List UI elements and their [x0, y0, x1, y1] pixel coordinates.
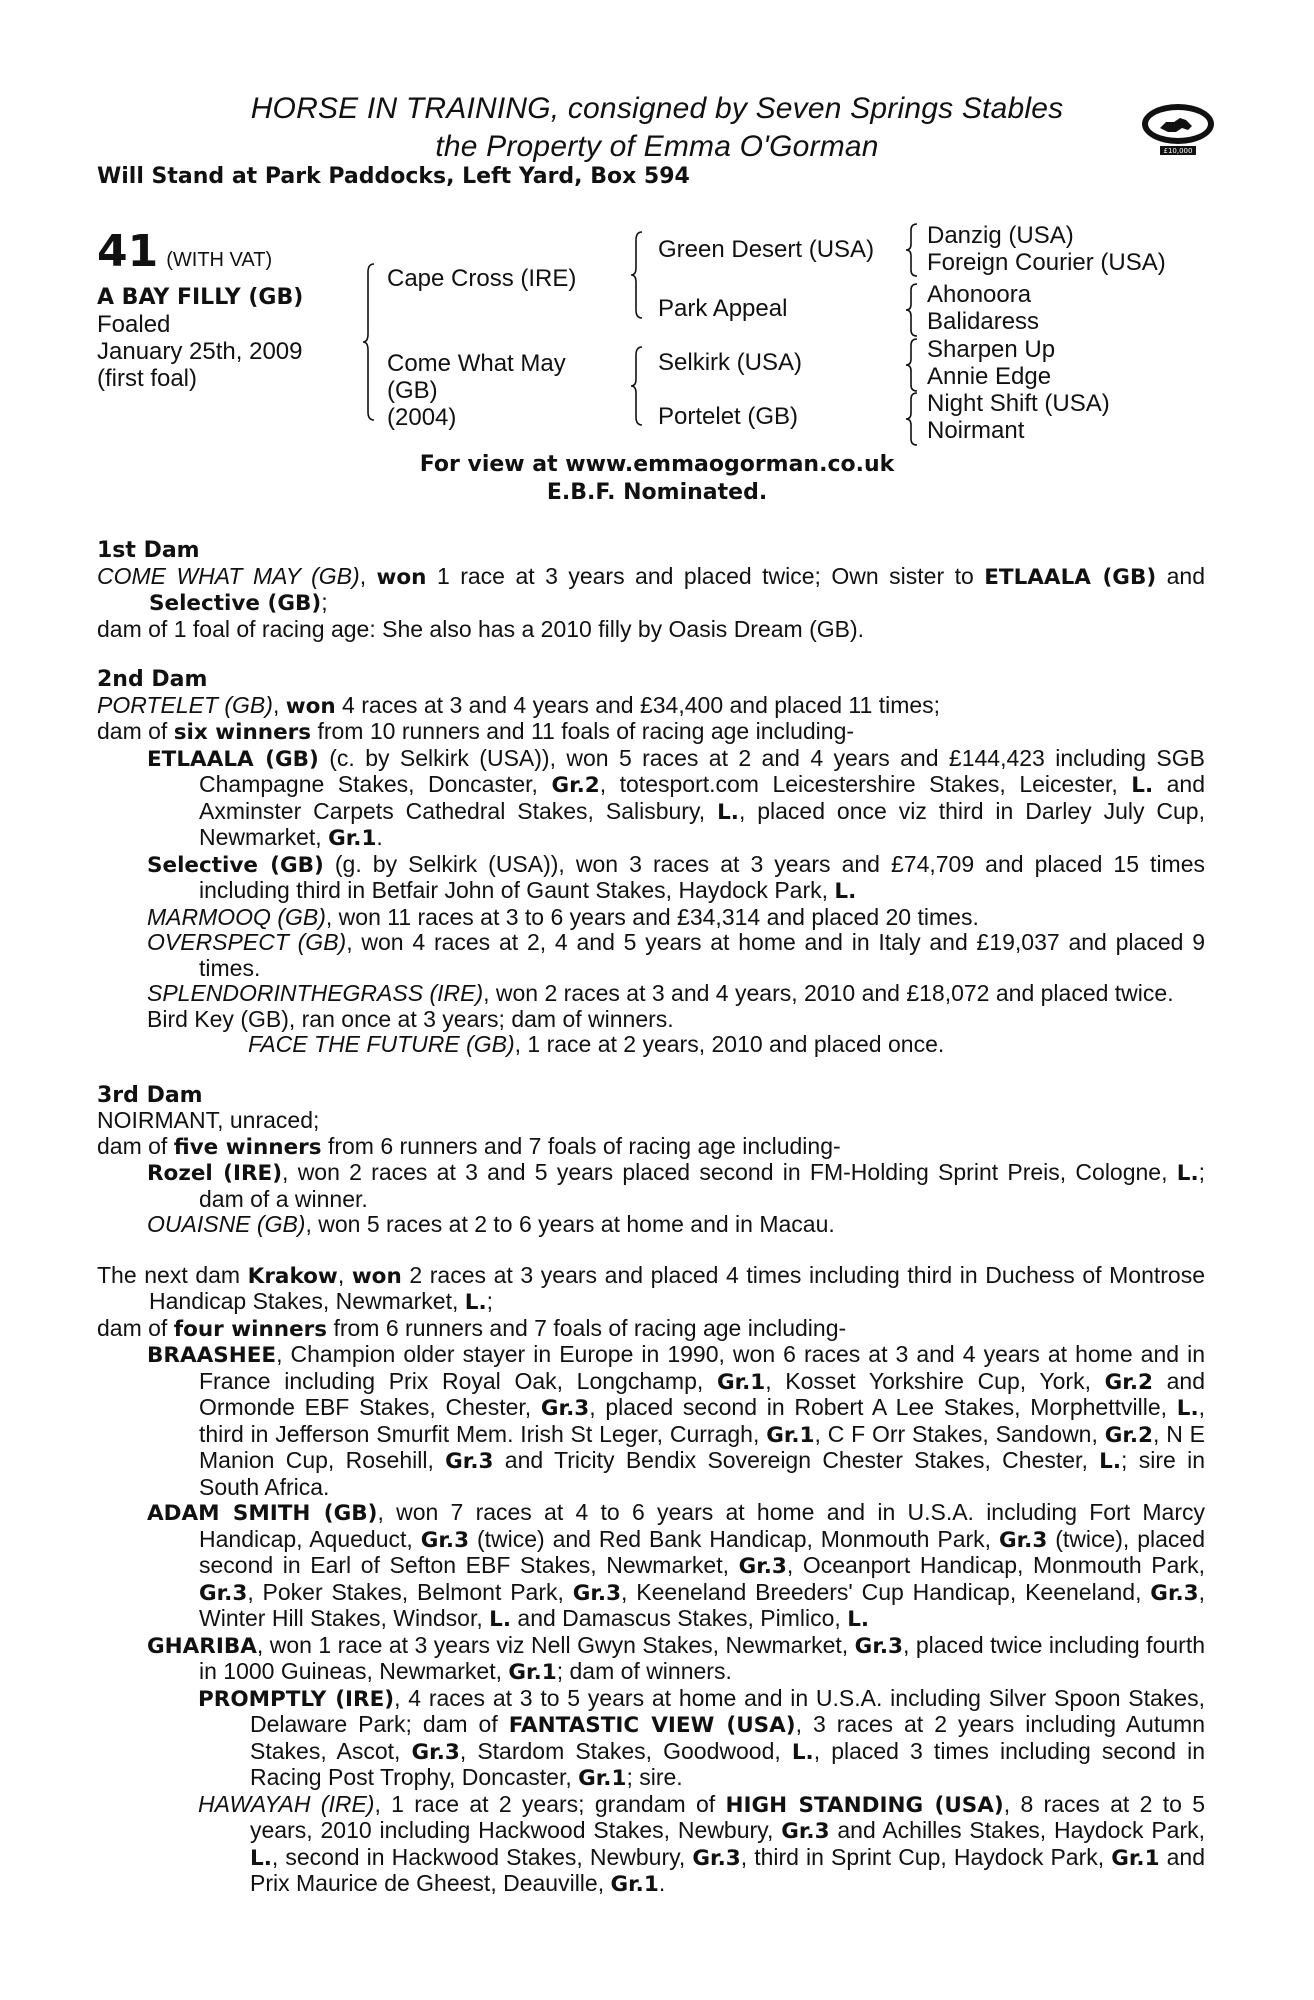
dam2-progeny-selective: Selective (GB) (g. by Selkirk (USA)), won 3 races at 3 years and £74,709 and placed 15 times including third in Betfair John of Gaunt Stakes, Haydock Park, L. [147, 850, 1205, 904]
dam-sire: Selkirk (USA) [658, 349, 803, 376]
gg-sire-1: Danzig (USA) [927, 222, 1074, 249]
page-title-line-1: HORSE IN TRAINING, consigned by Seven Springs Stables [250, 92, 1064, 125]
dam2-progeny-marmooq: MARMOOQ (GB), won 11 races at 3 to 6 years and £34,314 and placed 20 times. [147, 903, 979, 930]
dam3-produce: dam of five winners from 6 runners and 7 foals of racing age including- [97, 1132, 841, 1160]
next-dam-progeny-adam-smith: ADAM SMITH (GB), won 7 races at 4 to 6 years at home and in U.S.A. including Fort Marcy Handicap, Aqueduct, Gr.3 (twice) and Red Bank Handicap, Monmouth Park, Gr.3 (twice), placed second in Earl of Sefton EBF Stakes, Newmarket, Gr.3, Oceanport Handicap, Monmouth Park, Gr.3, Poker Stakes, Belmont Park, Gr.3, Keeneland Breeders' Cup Handicap, Keeneland, Gr.3, Winter Hill Stakes, Windsor, L. and Damascus Stakes, Pimlico, L. [147, 1499, 1205, 1632]
stand-location: Will Stand at Park Paddocks, Left Yard, Box 594 [97, 164, 690, 189]
pedigree-brace-gg1 [905, 222, 919, 278]
svg-text:£10,000: £10,000 [1163, 147, 1193, 155]
bonus-scheme-logo [1140, 100, 1216, 156]
dam2-progeny-splendorinthegrass: SPLENDORINTHEGRASS (IRE), won 2 races at 3 and 4 years, 2010 and £18,072 and placed twice. [147, 980, 1174, 1006]
lot-name: A BAY FILLY (GB) [97, 285, 304, 310]
next-dam-progeny-braashee: BRAASHEE, Champion older stayer in Europe in 1990, won 6 races at 3 and 4 years at home and in France including Prix Royal Oak, Longchamp, Gr.1, Kosset Yorkshire Cup, York, Gr.2 and Ormonde EBF Stakes, Chester, Gr.3, placed second in Robert A Lee Stakes, Morphettville, L., third in Jefferson Smurfit Mem. Irish St Leger, Curragh, Gr.1, C F Orr Stakes, Sandown, Gr.2, N E Manion Cup, Rosehill, Gr.3 and Tricity Bendix Sovereign Chester Stakes, Chester, L.; sire in South Africa. [147, 1341, 1206, 1500]
dam-dam: Portelet (GB) [658, 403, 799, 430]
gg-dam-1: Foreign Courier (USA) [927, 249, 1166, 276]
lot-block [97, 226, 272, 277]
dam-name-line-1: Come What May [387, 350, 566, 377]
dam3-entry: NOIRMANT, unraced; [97, 1107, 320, 1133]
sire-dam: Park Appeal [658, 295, 788, 322]
dam-year: (2004) [387, 404, 457, 431]
dam-name-line-2: (GB) [387, 377, 438, 404]
next-dam-entry: The next dam Krakow, won 2 races at 3 years and placed 4 times including third in Duchess of Montrose Handicap Stakes, Newmarket, L.; [97, 1261, 1205, 1315]
dam1-entry: COME WHAT MAY (GB), won 1 race at 3 years and placed twice; Own sister to ETLAALA (GB) and Selective (GB); [97, 562, 1205, 616]
dam3-progeny-rozel: Rozel (IRE), won 2 races at 3 and 5 years placed second in FM-Holding Sprint Preis, Cologne, L.; dam of a winner. [147, 1159, 1206, 1212]
dam2-grandprogeny-face-the-future: FACE THE FUTURE (GB), 1 race at 2 years, 2010 and placed once. [248, 1031, 945, 1057]
pedigree-brace-gg3 [905, 337, 919, 393]
dam3-heading: 3rd Dam [97, 1082, 203, 1108]
pedigree-brace-gg4 [905, 391, 919, 447]
catalogue-body [97, 538, 1205, 1898]
dam1-produce: dam of 1 foal of racing age: She also has a 2010 filly by Oasis Dream (GB). [97, 615, 865, 642]
view-website-note: For view at www.emmaogorman.co.uk [419, 452, 895, 477]
gg-dam-2: Balidaress [927, 308, 1040, 335]
vat-note: (WITH VAT) [166, 249, 273, 271]
next-dam-grandprogeny-promptly: PROMPTLY (IRE), 4 races at 3 to 5 years at home and in U.S.A. including Silver Spoon Stakes, Delaware Park; dam of FANTASTIC VIEW (USA), 3 races at 2 years including Autumn Stakes, Ascot, Gr.3, Stardom Stakes, Goodwood, L., placed 3 times including second in Racing Post Trophy, Doncaster, Gr.1; sire. [198, 1684, 1205, 1791]
dam2-produce: dam of six winners from 10 runners and 11 foals of racing age including- [97, 718, 855, 745]
gg-sire-4: Night Shift (USA) [927, 390, 1110, 417]
foaled-label: Foaled [97, 311, 171, 338]
pedigree-brace-dam [630, 345, 644, 427]
gg-dam-3: Annie Edge [927, 363, 1052, 390]
next-dam-produce: dam of four winners from 6 runners and 7 foals of racing age including- [97, 1314, 847, 1342]
gg-dam-4: Noirmant [927, 417, 1025, 444]
foal-note: (first foal) [97, 365, 198, 392]
next-dam-grandprogeny-hawayah: HAWAYAH (IRE), 1 race at 2 years; grandam of HIGH STANDING (USA), 8 races at 2 to 5 years, 2010 including Hackwood Stakes, Newbury, Gr.3 and Achilles Stakes, Haydock Park, L., second in Hackwood Stakes, Newbury, Gr.3, third in Sprint Cup, Haydock Park, Gr.1 and Prix Maurice de Gheest, Deauville, Gr.1. [198, 1790, 1206, 1897]
pedigree-brace-main [362, 262, 376, 422]
page-title-line-2: the Property of Emma O'Gorman [435, 130, 879, 163]
dam2-heading: 2nd Dam [97, 667, 208, 692]
dam2-entry: PORTELET (GB), won 4 races at 3 and 4 years and £34,400 and placed 11 times; [97, 691, 941, 719]
foaled-date: January 25th, 2009 [97, 338, 303, 365]
ebf-note: E.B.F. Nominated. [546, 480, 768, 505]
sire-sire: Green Desert (USA) [658, 236, 875, 263]
next-dam-progeny-ghariba: GHARIBA, won 1 race at 3 years viz Nell Gwyn Stakes, Newmarket, Gr.3, placed twice including fourth in 1000 Guineas, Newmarket, Gr.1; dam of winners. [147, 1631, 1205, 1685]
dam2-progeny-bird-key: Bird Key (GB), ran once at 3 years; dam of winners. [147, 1005, 674, 1032]
sire-name: Cape Cross (IRE) [387, 265, 577, 292]
pedigree-brace-sire [630, 230, 644, 320]
pedigree-brace-gg2 [905, 282, 919, 338]
gg-sire-3: Sharpen Up [927, 336, 1056, 363]
dam2-progeny-overspect: OVERSPECT (GB), won 4 races at 2, 4 and 5 years at home and in Italy and £19,037 and placed 9 times. [147, 929, 1205, 981]
dam3-progeny-ouaisne: OUAISNE (GB), won 5 races at 2 to 6 years at home and in Macau. [147, 1211, 835, 1237]
dam2-progeny-etlaala: ETLAALA (GB) (c. by Selkirk (USA)), won 5 races at 2 and 4 years and £144,423 including SGB Champagne Stakes, Doncaster, Gr.2, totesport.com Leicestershire Stakes, Leicester, L. and Axminster Carpets Cathedral Stakes, Salisbury, L., placed once viz third in Darley July Cup, Newmarket, Gr.1. [147, 744, 1206, 851]
gg-sire-2: Ahonoora [927, 281, 1032, 308]
dam1-heading: 1st Dam [97, 538, 200, 563]
lot-number: 41 [97, 226, 159, 277]
